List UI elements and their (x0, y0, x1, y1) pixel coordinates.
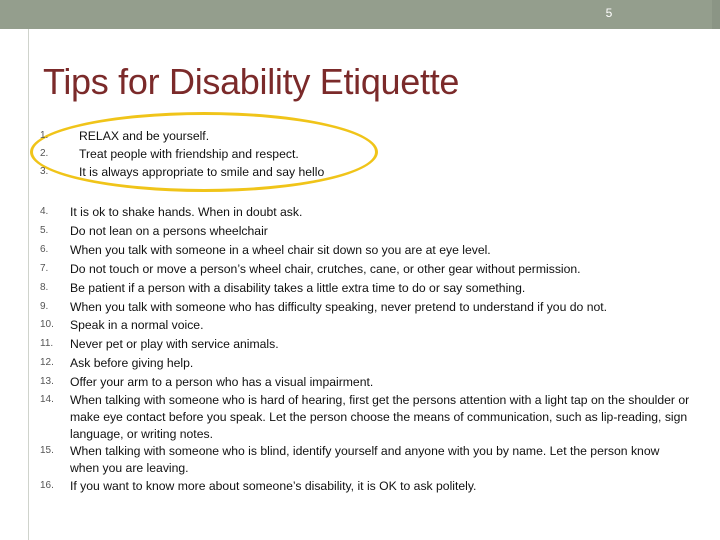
list-item-number: 7. (40, 262, 49, 274)
list-item (40, 443, 690, 477)
list-item-text: When you talk with someone in a wheel chair sit down so you are at eye level. (70, 242, 491, 257)
list-item-text: Ask before giving help. (70, 356, 194, 371)
list-item-number: 10. (40, 319, 54, 331)
list-item (40, 477, 690, 496)
list-item (40, 373, 690, 392)
list-item-number: 4. (40, 206, 49, 217)
list-item (40, 127, 690, 145)
list-item-text: Do not lean on a persons wheelchair (70, 223, 268, 238)
list-item-text: Treat people with friendship and respect. (79, 147, 299, 161)
list-item-number: 16. (40, 479, 54, 491)
list-item-number: 5. (40, 224, 49, 236)
slide-title: Tips for Disability Etiquette (43, 61, 460, 102)
list-item (40, 298, 690, 317)
top-bar-accent (712, 0, 720, 29)
list-item (40, 260, 690, 279)
list-item-text: Speak in a normal voice. (70, 318, 204, 333)
list-item-text: When talking with someone who is blind, identify yourself and anyone with you by name. Let the person know when you are leaving. (70, 443, 660, 475)
left-margin-rule (0, 29, 29, 540)
list-item-number: 9. (40, 300, 49, 312)
list-item-text: When talking with someone who is hard of hearing, first get the persons attention with a light tap on the shoulder or make eye contact before you speak. Let the person choose the means of communication, such as lip-reading, sign language, or writing notes. (70, 393, 690, 441)
list-item-text: Do not touch or move a person’s wheel chair, crutches, cane, or other gear without permission. (70, 261, 581, 276)
list-item (40, 354, 690, 373)
list-item-number: 12. (40, 357, 54, 369)
slide-number: 5 (605, 6, 613, 20)
list-item-text: Be patient if a person with a disability takes a little extra time to do or say something. (70, 280, 526, 295)
list-item-number: 14. (40, 394, 54, 406)
list-item (40, 279, 690, 298)
list-item (40, 335, 690, 354)
list-item (40, 222, 690, 241)
list-item (40, 392, 690, 443)
list-item-number: 3. (40, 166, 49, 177)
list-item (40, 203, 690, 222)
list-item-text: Offer your arm to a person who has a visual impairment. (70, 375, 374, 390)
list-item-text: When you talk with someone who has difficulty speaking, never pretend to understand if you do not. (70, 299, 608, 314)
list-item-number: 2. (40, 148, 49, 159)
list-item (40, 145, 690, 163)
list-item-number: 15. (40, 444, 54, 456)
list-item-number: 6. (40, 243, 49, 255)
list-item-number: 8. (40, 281, 49, 293)
list-item-text: If you want to know more about someone’s disability, it is OK to ask politely. (70, 478, 477, 493)
list-item-text: It is ok to shake hands. When in doubt ask. (70, 205, 303, 219)
list-item-number: 11. (40, 338, 54, 350)
list-item-text: It is always appropriate to smile and say hello (79, 165, 325, 179)
list-item-text: Never pet or play with service animals. (70, 337, 279, 352)
highlighted-list (40, 127, 690, 181)
list-item (40, 316, 690, 335)
list-item-number: 13. (40, 376, 54, 388)
list-item-number: 1. (40, 130, 49, 141)
list-item (40, 163, 690, 181)
list-item (40, 241, 690, 260)
top-bar (0, 0, 720, 29)
list-item-text: RELAX and be yourself. (79, 129, 210, 143)
tips-list (40, 203, 690, 496)
